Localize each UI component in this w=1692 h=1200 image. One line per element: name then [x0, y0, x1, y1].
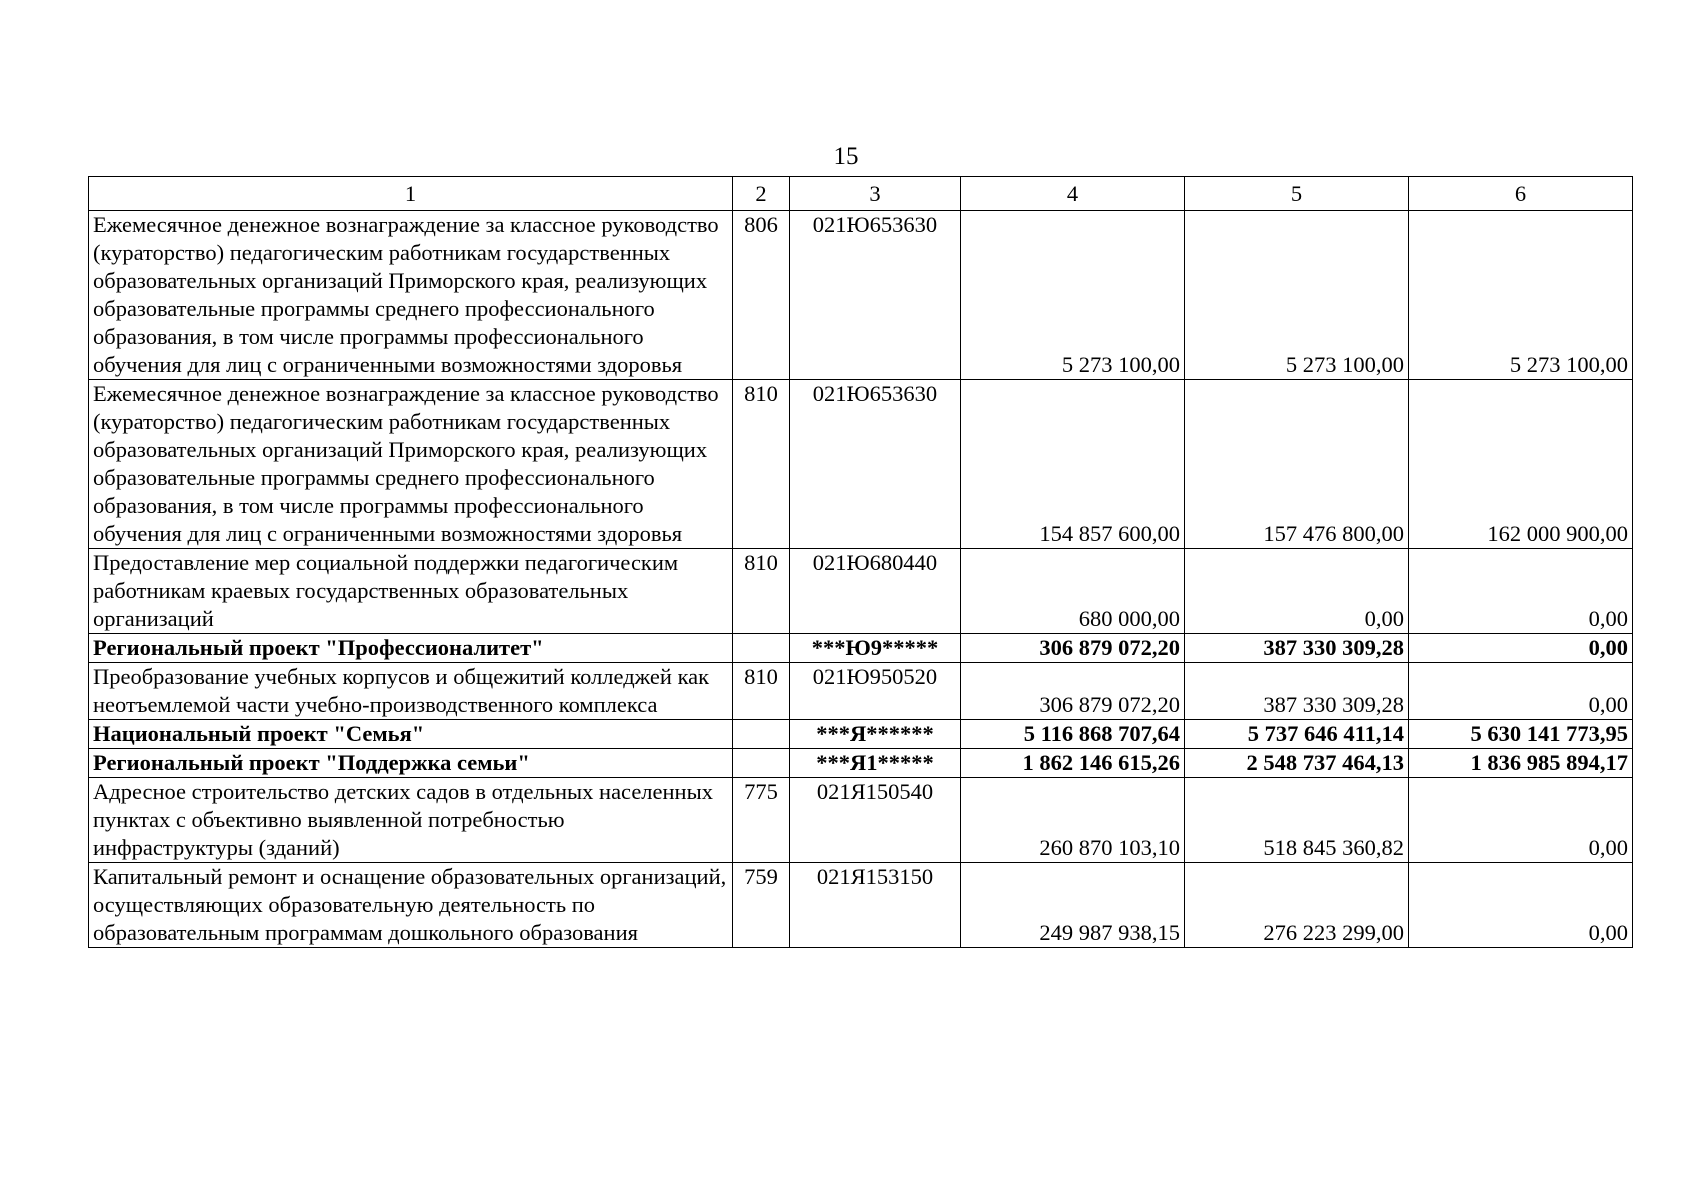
- row-csr: ***Ю9*****: [790, 634, 961, 663]
- table-row: [89, 663, 1633, 720]
- row-grbs: [733, 749, 790, 778]
- row-amount-5: 5 737 646 411,14: [1185, 720, 1409, 749]
- row-csr: 021Ю653630: [790, 380, 961, 549]
- row-grbs: 759: [733, 863, 790, 948]
- column-header-5: 5: [1185, 177, 1409, 211]
- row-amount-4: 306 879 072,20: [961, 663, 1185, 720]
- table-row: [89, 549, 1633, 634]
- row-amount-5: 0,00: [1185, 549, 1409, 634]
- table-row: [89, 863, 1633, 948]
- row-grbs: [733, 634, 790, 663]
- column-header-3: 3: [790, 177, 961, 211]
- row-amount-6: 5 273 100,00: [1409, 211, 1633, 380]
- row-name: Преобразование учебных корпусов и общежитий колледжей как неотъемлемой части учебно-производственного комплекса: [89, 663, 733, 720]
- row-amount-6: 0,00: [1409, 634, 1633, 663]
- table-row-subtotal: [89, 720, 1633, 749]
- row-amount-4: 154 857 600,00: [961, 380, 1185, 549]
- row-grbs: 810: [733, 549, 790, 634]
- table-row: [89, 380, 1633, 549]
- row-amount-6: 5 630 141 773,95: [1409, 720, 1633, 749]
- row-amount-5: 276 223 299,00: [1185, 863, 1409, 948]
- row-csr: 021Я150540: [790, 778, 961, 863]
- table-row: [89, 211, 1633, 380]
- column-header-2: 2: [733, 177, 790, 211]
- table-row: [89, 778, 1633, 863]
- row-amount-4: 5 116 868 707,64: [961, 720, 1185, 749]
- table-row-subtotal: [89, 634, 1633, 663]
- row-amount-4: 249 987 938,15: [961, 863, 1185, 948]
- row-name: Национальный проект "Семья": [89, 720, 733, 749]
- row-amount-6: 0,00: [1409, 663, 1633, 720]
- row-csr: 021Я153150: [790, 863, 961, 948]
- table-header-row: [89, 177, 1633, 211]
- row-grbs: [733, 720, 790, 749]
- row-amount-6: 0,00: [1409, 549, 1633, 634]
- row-amount-5: 2 548 737 464,13: [1185, 749, 1409, 778]
- row-amount-4: 1 862 146 615,26: [961, 749, 1185, 778]
- row-name: Ежемесячное денежное вознаграждение за классное руководство (кураторство) педагогическим работникам государственных образовательных организаций Приморского края, реализующих образовательные программы среднего профессионального образования, в том числе программы профессионального обучения для лиц с ограниченными возможностями здоровья: [89, 211, 733, 380]
- row-csr: 021Ю680440: [790, 549, 961, 634]
- row-amount-6: 0,00: [1409, 778, 1633, 863]
- row-csr: 021Ю653630: [790, 211, 961, 380]
- row-name: Адресное строительство детских садов в отдельных населенных пунктах с объективно выявленной потребностью инфраструктуры (зданий): [89, 778, 733, 863]
- row-name: Региональный проект "Поддержка семьи": [89, 749, 733, 778]
- column-header-4: 4: [961, 177, 1185, 211]
- row-amount-5: 5 273 100,00: [1185, 211, 1409, 380]
- row-amount-5: 157 476 800,00: [1185, 380, 1409, 549]
- row-amount-4: 680 000,00: [961, 549, 1185, 634]
- row-amount-4: 5 273 100,00: [961, 211, 1185, 380]
- row-grbs: 806: [733, 211, 790, 380]
- budget-table: [88, 176, 1633, 948]
- column-header-1: 1: [89, 177, 733, 211]
- row-amount-5: 387 330 309,28: [1185, 634, 1409, 663]
- row-amount-6: 0,00: [1409, 863, 1633, 948]
- page-number: 15: [833, 143, 859, 170]
- row-csr: 021Ю950520: [790, 663, 961, 720]
- row-name: Капитальный ремонт и оснащение образовательных организаций, осуществляющих образовательную деятельность по образовательным программам дошкольного образования: [89, 863, 733, 948]
- row-grbs: 775: [733, 778, 790, 863]
- row-grbs: 810: [733, 380, 790, 549]
- row-amount-4: 306 879 072,20: [961, 634, 1185, 663]
- row-grbs: 810: [733, 663, 790, 720]
- table-row-subtotal: [89, 749, 1633, 778]
- row-name: Предоставление мер социальной поддержки педагогическим работникам краевых государственных образовательных организаций: [89, 549, 733, 634]
- row-amount-5: 518 845 360,82: [1185, 778, 1409, 863]
- column-header-6: 6: [1409, 177, 1633, 211]
- row-csr: ***Я1*****: [790, 749, 961, 778]
- row-name: Региональный проект "Профессионалитет": [89, 634, 733, 663]
- row-amount-6: 162 000 900,00: [1409, 380, 1633, 549]
- row-name: Ежемесячное денежное вознаграждение за классное руководство (кураторство) педагогическим работникам государственных образовательных организаций Приморского края, реализующих образовательные программы среднего профессионального образования, в том числе программы профессионального обучения для лиц с ограниченными возможностями здоровья: [89, 380, 733, 549]
- row-amount-5: 387 330 309,28: [1185, 663, 1409, 720]
- row-amount-4: 260 870 103,10: [961, 778, 1185, 863]
- row-amount-6: 1 836 985 894,17: [1409, 749, 1633, 778]
- row-csr: ***Я******: [790, 720, 961, 749]
